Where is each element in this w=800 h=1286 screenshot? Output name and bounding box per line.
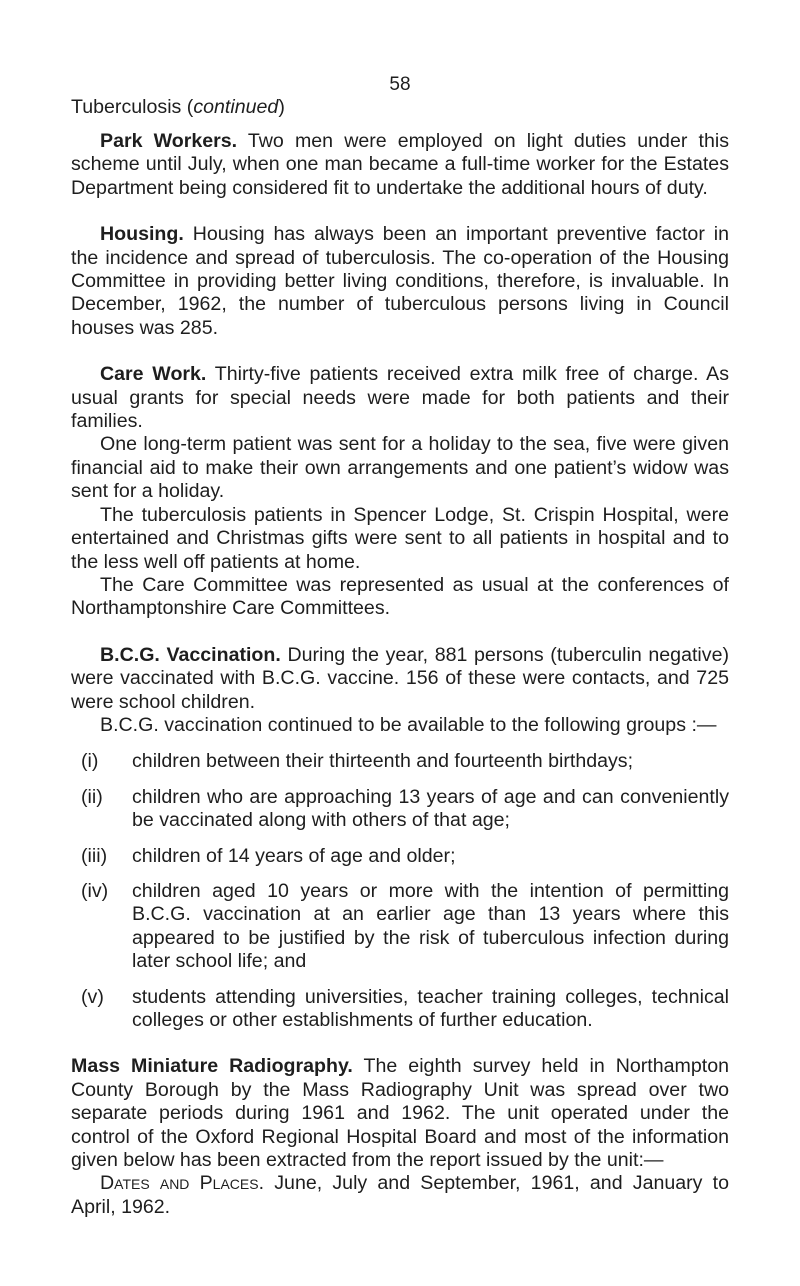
list-item-text: students attending universities, teacher training colleges, technical colleges or other establishments of further education. [132,985,729,1031]
bcg-paragraph-2: B.C.G. vaccination continued to be available to the following groups :— [100,713,717,736]
dates-and-places-text: June, July and September, 1961, and January to April, 1962. [71,1172,730,1218]
list-item [71,880,729,974]
list-item-numeral: (v) [81,985,104,1008]
mass-radiography-text: The eighth survey held in Northampton County Borough by the Mass Radiography Unit was spread over two separate periods during 1961 and 1962. The unit operated under the control of the Oxford Regional Hospital Board and most of the information given below has been extracted from the report issued by the unit:— [71,1055,730,1172]
bcg-heading: B.C.G. Vaccination. [100,643,281,666]
care-work-paragraph-4: The Care Committee was represented as usual at the conferences of Northamptonshire Care Committees. [71,573,729,620]
care-work-paragraph-3: The tuberculosis patients in Spencer Lodge, St. Crispin Hospital, were entertained and Christmas gifts were sent to all patients in hospital and to the less well off patients at home. [71,503,729,573]
housing-text: Housing has always been an important preventive factor in the incidence and spread of tuberculosis. The co-operation of the Housing Committee in providing better living conditions, therefore, is invaluable. In December, 1962, the number of tuberculous persons living in Council houses was 285. [71,223,729,339]
list-item-text: children who are approaching 13 years of age and can conveniently be vaccinated along with others of that age; [132,785,729,832]
page-number: 58 [389,74,411,95]
bcg-paragraph [71,644,729,714]
list-item [71,845,729,868]
dates-and-places-label: Dates and Places. [100,1172,265,1195]
bcg-groups-list [71,750,729,1032]
care-work-paragraph [71,363,729,433]
list-item-numeral: (iv) [81,879,109,902]
bcg-text: During the year, 881 persons (tuberculin negative) were vaccinated with B.C.G. vaccine. 156 of these were contacts, and 725 were school children. [71,643,729,713]
list-item-text: children aged 10 years or more with the intention of permitting B.C.G. vaccination at an earlier age than 13 years where this appeared to be justified by the risk of tuberculous infection during later school life; and [132,879,729,973]
care-work-text: Thirty-five patients received extra milk free of charge. As usual grants for special needs were made for both patients and their families. [71,363,729,433]
running-head: Tuberculosis (continued) [71,96,285,118]
mass-radiography-heading: Mass Miniature Radiography. [71,1055,353,1078]
housing-paragraph [71,223,729,340]
list-item-numeral: (iii) [81,844,108,867]
list-item [71,986,729,1033]
dates-and-places-paragraph [71,1172,729,1219]
running-head-suffix: continued [193,96,279,118]
list-item-numeral: (ii) [81,785,103,808]
list-item [71,750,729,773]
list-item-text: children between their thirteenth and fourteenth birthdays; [132,750,634,773]
care-work-paragraph-2: One long-term patient was sent for a holiday to the sea, five were given financial aid to make their own arrangements and one patient’s widow was sent for a holiday. [71,433,729,503]
housing-heading: Housing. [100,223,184,246]
park-workers-text: Two men were employed on light duties under this scheme until July, when one man became a full-time worker for the Estates Department being considered fit to undertake the additional hours of duty. [71,130,729,199]
park-workers-paragraph [71,130,729,200]
body-text [71,130,729,1219]
running-head-title: Tuberculosis [71,96,182,118]
list-item-numeral: (i) [81,750,99,773]
list-item-text: children of 14 years of age and older; [132,844,456,867]
list-item [71,786,729,833]
park-workers-heading: Park Workers. [100,130,238,152]
care-work-heading: Care Work. [100,363,207,386]
mass-radiography-paragraph [71,1055,729,1172]
